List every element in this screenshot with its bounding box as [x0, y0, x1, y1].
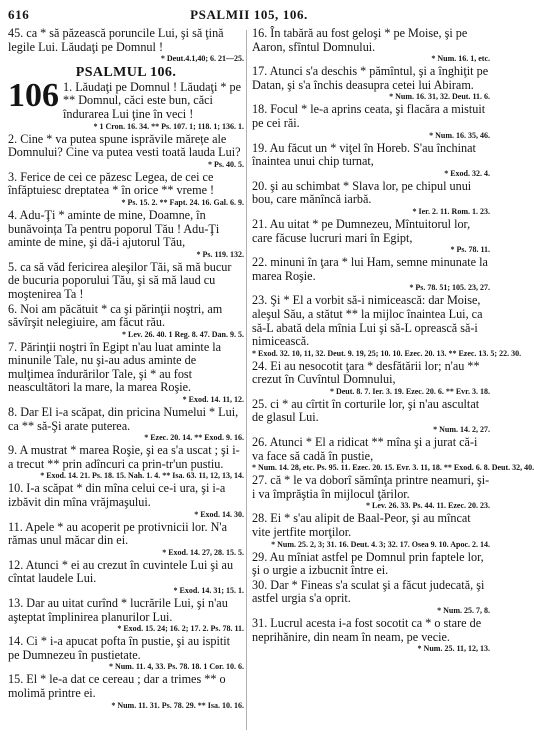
- verse-text: 6. Noi am păcătuit * ca şi părinţii noştri, am săvîrşit nelegiuire, am făcut rău.: [8, 301, 223, 330]
- verse-text: 21. Au uitat * pe Dumnezeu, Mîntuitorul lor, care făcuse lucruri mari în Egipt,: [252, 216, 471, 245]
- verse-text: 8. Dar El i-a scăpat, din pricina Numelui * Lui, ca ** să-Şi arate puterea.: [8, 405, 239, 433]
- verse-text: 5. ca să văd fericirea aleşilor Tăi, să mă bucur de bucuria poporului Tău, şi să mă laud cu moştenirea Ta !: [8, 259, 232, 301]
- verse-text: 1. Lăudaţi pe Domnul ! Lăudaţi * pe ** Domnul, căci este bun, căci îndurarea Lui ţine în veci !: [63, 79, 242, 121]
- verse-text: 22. minuni în ţara * lui Ham, semne minunate la marea Roşie.: [252, 255, 488, 283]
- verse-cross-reference: * Ps. 40. 5.: [208, 159, 244, 169]
- verse-text: 18. Focul * le-a aprins ceata, şi flacăra a mistuit pe cei răi.: [252, 102, 486, 130]
- verse: [252, 398, 490, 435]
- verse-text: 17. Atunci s'a deschis * pămîntul, şi a înghiţit pe Datan, şi s'a închis deasupra cetei lui Abiram.: [252, 64, 489, 92]
- verse-cross-reference: * Ps. 15. 2. ** Fapt. 24. 16. Gal. 6. 9.: [121, 197, 244, 207]
- verse: [8, 444, 244, 481]
- verse-cross-reference: * Exod. 32. 10, 11, 32. Deut. 9. 19, 25; 10. 10. Ezec. 20. 13. ** Ezec. 13. 5; 22. 30.: [252, 348, 522, 358]
- verse: [8, 673, 244, 710]
- verse: [252, 360, 490, 397]
- verse: [252, 617, 490, 654]
- verse-cross-reference: * Exod. 14. 31; 15. 1.: [173, 586, 244, 595]
- verse: [252, 103, 490, 140]
- verse-cross-reference: * Ps. 78. 51; 105. 23, 27.: [409, 283, 490, 293]
- page-header: [8, 7, 490, 27]
- verse: [8, 133, 244, 170]
- verse-text: 27. că * le va doborî sămînţa printre neamuri, şi-i va împrăştia în mijlocul ţărilor.: [252, 473, 490, 501]
- verse-cross-reference: * 1 Cron. 16. 34. ** Ps. 107. 1; 118. 1; 136. 1.: [93, 121, 244, 131]
- running-title: PSALMII 105, 106.: [190, 7, 308, 22]
- verse-cross-reference: * Deut.4.1,40; 6. 21—25.: [160, 54, 244, 64]
- verse-text: 3. Ferice de cei ce păzesc Legea, de cei ce înfăptuiesc dreptatea * în orice ** vreme !: [8, 169, 215, 198]
- verse-cross-reference: * Lev. 26. 33. Ps. 44. 11. Ezec. 20. 23.: [366, 501, 490, 511]
- verse-cross-reference: * Ier. 2. 11. Rom. 1. 23.: [412, 206, 490, 216]
- verse: [8, 597, 244, 634]
- verse-text: 19. Au făcut un * viţel în Horeb. S'au închinat înaintea unui chip turnat,: [252, 140, 476, 169]
- verse-text: 20. şi au schimbat * Slava lor, pe chipul unui bou, care mănîncă iarbă.: [252, 178, 472, 207]
- verse-text: 23. Şi * El a vorbit să-i nimicească: dar Moise, aleşul Său, a stătut ** la mijloc înaintea Lui, ca să-L abată dela mînia Lui şi să-L oprească să-i nimicească.: [252, 293, 483, 349]
- verse: [8, 521, 244, 558]
- verse: [8, 261, 244, 302]
- verse-text: 28. Ei * s'au alipit de Baal-Peor, şi au mîncat vite jertfite morţilor.: [252, 511, 471, 540]
- verse: [8, 341, 244, 405]
- verse: [8, 406, 244, 443]
- verse-cross-reference: * Exod. 14. 30.: [194, 509, 244, 519]
- psalm-number-drop-cap: 106: [8, 76, 59, 114]
- column-divider: [246, 30, 247, 730]
- verse-text: 15. El * le-a dat ce cereau ; dar a trimes ** o molimă printre ei.: [8, 672, 226, 700]
- verse-cross-reference: * Num. 11. 4, 33. Ps. 78. 18. 1 Cor. 10. 6.: [108, 662, 244, 672]
- verse: [252, 474, 490, 511]
- page-number: 616: [8, 7, 30, 22]
- verse-cross-reference: * Lev. 26. 40. 1 Reg. 8. 47. Dan. 9. 5.: [122, 329, 244, 339]
- verse-cross-reference: * Num. 16. 1, etc.: [431, 54, 490, 64]
- verse-text: 9. A mustrat * marea Roşie, şi ea s'a uscat ; şi i-a trecut ** prin adîncuri ca prin-tr'un pustiu.: [8, 443, 240, 471]
- verse-text: 26. Atunci * El a ridicat ** mîna şi a jurat că-i va face să cadă în pustie,: [252, 435, 478, 463]
- verse-cross-reference: * Num. 14. 2, 27.: [433, 425, 490, 435]
- verse-text: 11. Apele * au acoperit pe protivnicii lor. N'a rămas unul măcar din ei.: [8, 519, 228, 548]
- verse: [252, 142, 490, 179]
- verse-cross-reference: * Num. 11. 31. Ps. 78. 29. ** Isa. 10. 16.: [111, 700, 244, 710]
- verse-cross-reference: * Num. 25. 11, 12, 13.: [417, 644, 490, 654]
- verse-text: 24. Ei au nesocotit ţara * desfătării lor; n'au ** crezut în Cuvîntul Domnului,: [252, 358, 480, 387]
- verse-text: 16. În tabără au fost geloşi * pe Moise, şi pe Aaron, sfîntul Domnului.: [252, 26, 468, 54]
- verse-cross-reference: * Ezec. 20. 14. ** Exod. 9. 16.: [144, 433, 244, 443]
- verse-text: 2. Cine * va putea spune isprăvile mărețe ale Domnului? Cine va putea vesti toată lauda Lui?: [8, 131, 241, 160]
- verse-cross-reference: * Deut. 8. 7. Ier. 3. 19. Ezec. 20. 6. ** Evr. 3. 18.: [329, 386, 490, 396]
- verse-cross-reference: * Num. 14. 28, etc. Ps. 95. 11. Ezec. 20. 15. Evr. 3. 11, 18. ** Exod. 6. 8. Deut. 32, 40.: [252, 463, 534, 473]
- verse: [8, 209, 244, 260]
- right-column: [252, 26, 534, 655]
- verse-cross-reference: * Exod. 14. 11, 12.: [182, 395, 244, 405]
- verse: [252, 551, 490, 578]
- verse: [252, 65, 490, 102]
- verse: [252, 180, 490, 217]
- verse-text: 12. Atunci * ei au crezut în cuvintele Lui şi au cîntat laudele Lui.: [8, 557, 234, 586]
- verse-text: 29. Au mîniat astfel pe Domnul prin faptele lor, şi o urgie a izbucnit între ei.: [252, 549, 484, 578]
- psalm-heading: PSALMUL 106.: [75, 65, 177, 81]
- verse: [8, 559, 244, 596]
- verse-cross-reference: * Num. 25. 2, 3; 31. 16. Deut. 4. 3; 32. 17. Osea 9. 10. Apoc. 2. 14.: [271, 539, 490, 549]
- verse-cross-reference: * Exod. 14. 27, 28. 15. 5.: [162, 547, 244, 557]
- left-column: [8, 27, 244, 712]
- verse-text: 13. Dar au uitat curînd * lucrările Lui, şi n'au aşteptat împlinirea planurilor Lui.: [8, 596, 228, 624]
- verse: [8, 303, 244, 340]
- verse-cross-reference: * Ps. 78. 11.: [450, 245, 490, 255]
- verse-cross-reference: * Ps. 119. 132.: [196, 249, 244, 259]
- verse: [252, 256, 490, 293]
- verse-text: 14. Ci * i-a apucat pofta în pustie, şi au ispitit pe Dumnezeu în pustietate.: [8, 634, 231, 662]
- verse-text: 4. Adu-Ţi * aminte de mine, Doamne, în bunăvoința Ta pentru poporul Tău ! Adu-Ţi aminte de mine, şi dă-i ajutorul Tău,: [8, 207, 220, 250]
- verse: [8, 171, 244, 208]
- verse: [252, 512, 490, 549]
- verse-text: 25. ci * au cîrtit în corturile lor, şi n'au ascultat de glasul Lui.: [252, 396, 480, 425]
- verse-text: 10. I-a scăpat * din mîna celui ce-i ura, şi i-a izbăvit din mîna vrăjmaşului.: [8, 481, 226, 510]
- verse: [8, 635, 244, 672]
- verse-text: 45. ca * să păzească poruncile Lui, şi să ţină legile Lui. Lăudaţi pe Domnul !: [8, 26, 224, 54]
- verse: [252, 218, 490, 255]
- verse: [252, 579, 490, 616]
- verse-cross-reference: * Num. 16. 31, 32. Deut. 11. 6.: [389, 92, 490, 102]
- verse: [252, 293, 522, 358]
- verse-cross-reference: * Exod. 15. 24; 16. 2; 17. 2. Ps. 78. 11.: [117, 624, 244, 634]
- verse-cross-reference: * Exod. 14. 21. Ps. 18. 15. Nah. 1. 4. ** Isa. 63. 11, 12, 13, 14.: [40, 471, 244, 481]
- verse-cross-reference: * Num. 25. 7, 8.: [437, 606, 490, 615]
- verse-text: 7. Părinţii noştri în Egipt n'au luat aminte la minunile Tale, nu şi-au adus aminte de mulţimea îndurărilor Tale, şi * au fost neascultători la mare, la marea Roşie.: [8, 339, 222, 395]
- verse-cross-reference: * Num. 16. 35, 46.: [429, 130, 490, 140]
- verse: [252, 27, 490, 64]
- verse: [252, 435, 534, 473]
- verse-cross-reference: * Exod. 32. 4.: [444, 168, 490, 178]
- verse: [8, 76, 244, 132]
- verse: [8, 27, 244, 64]
- verse-text: 30. Dar * Fineas s'a sculat şi a făcut judecată, şi astfel urgia s'a oprit.: [252, 577, 485, 606]
- verse-text: 31. Lucrul acesta i-a fost socotit ca * o stare de neprihănire, din neam în neam, pe vecie.: [252, 616, 482, 644]
- verse: [8, 482, 244, 519]
